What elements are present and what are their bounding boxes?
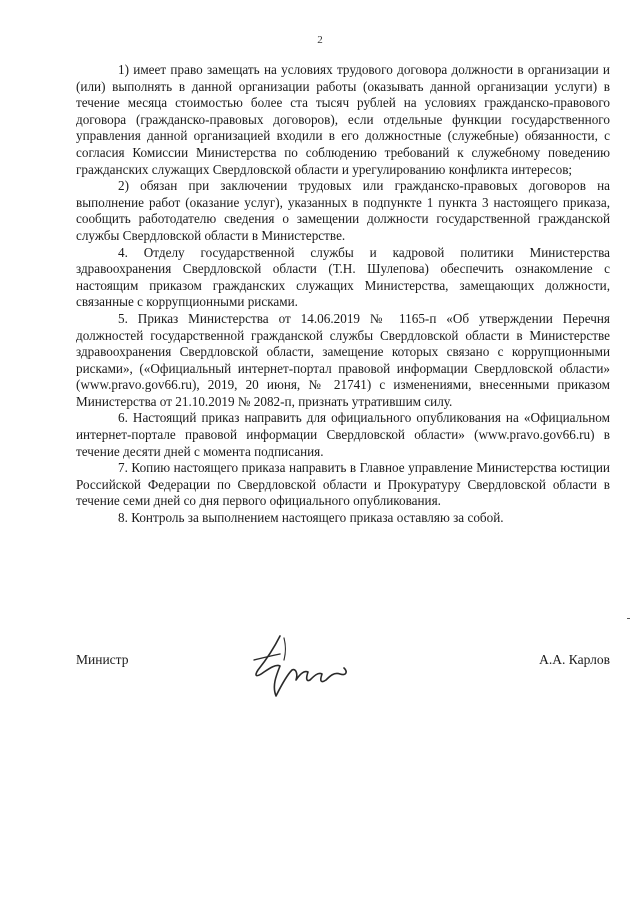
paragraph-subitem-2: 2) обязан при заключении трудовых или гражданско-правовых договоров на выполнение работ (оказание услуг), указанных в подпункте 1 пункта 3 настоящего приказа, сообщить работодателю сведения о замещении должности государственной гражданской службы Свердловской области в Министерстве.	[76, 178, 610, 243]
signer-title: Министр	[76, 652, 129, 667]
signature-block	[76, 630, 610, 710]
paragraph-item-8: 8. Контроль за выполнением настоящего приказа оставляю за собой.	[118, 510, 504, 526]
paragraph-item-5: 5. Приказ Министерства от 14.06.2019 № 1165-п «Об утверждении Перечня должностей государственной гражданской службы Свердловской области в Министерстве здравоохранения Свердловской области, замещение которых связано с коррупционными рисками», («Официальный интернет-портал правовой информации Свердловской области» (www.pravo.gov66.ru), 2019, 20 июня, № 21741) с изменениями, внесенными приказом Министерства от 21.10.2019 № 2082-п, признать утратившим силу.	[76, 310, 610, 409]
paragraph-subitem-1: 1) имеет право замещать на условиях трудового договора должности в организации и (или) выполнять в данной организации работы (оказывать данной организации услуги) в течение месяца стоимостью более ста тысяч рублей на условиях гражданско-правового договора (гражданско-правовых договоров), если отдельные функции государственного управления данной организацией входили в его должностные (служебные) обязанности, с согласия Комиссии Министерства по соблюдению требований к служебному поведению гражданских служащих Свердловской области и урегулированию конфликта интересов;	[76, 62, 610, 177]
paragraph-item-6: 6. Настоящий приказ направить для официального опубликования на «Официальном интернет-портале правовой информации Свердловской области» (www.pravo.gov66.ru) в течение десяти дней с момента подписания.	[76, 410, 610, 459]
paragraph-item-7: 7. Копию настоящего приказа направить в Главное управление Министерства юстиции Российской Федерации по Свердловской области и Прокуратуру Свердловской области в течение семи дней со дня первого официального опубликования.	[76, 460, 610, 509]
handwritten-signature	[236, 630, 366, 705]
signer-name: А.А. Карлов	[539, 652, 610, 667]
page-number: 2	[317, 34, 323, 46]
document-body	[76, 62, 610, 527]
scan-artifact	[627, 618, 630, 619]
paragraph-item-4: 4. Отделу государственной службы и кадровой политики Министерства здравоохранения Свердловской области (Т.Н. Шулепова) обеспечить ознакомление с настоящим приказом гражданских служащих Министерства, замещающих должности, связанные с коррупционными рисками.	[76, 244, 610, 310]
